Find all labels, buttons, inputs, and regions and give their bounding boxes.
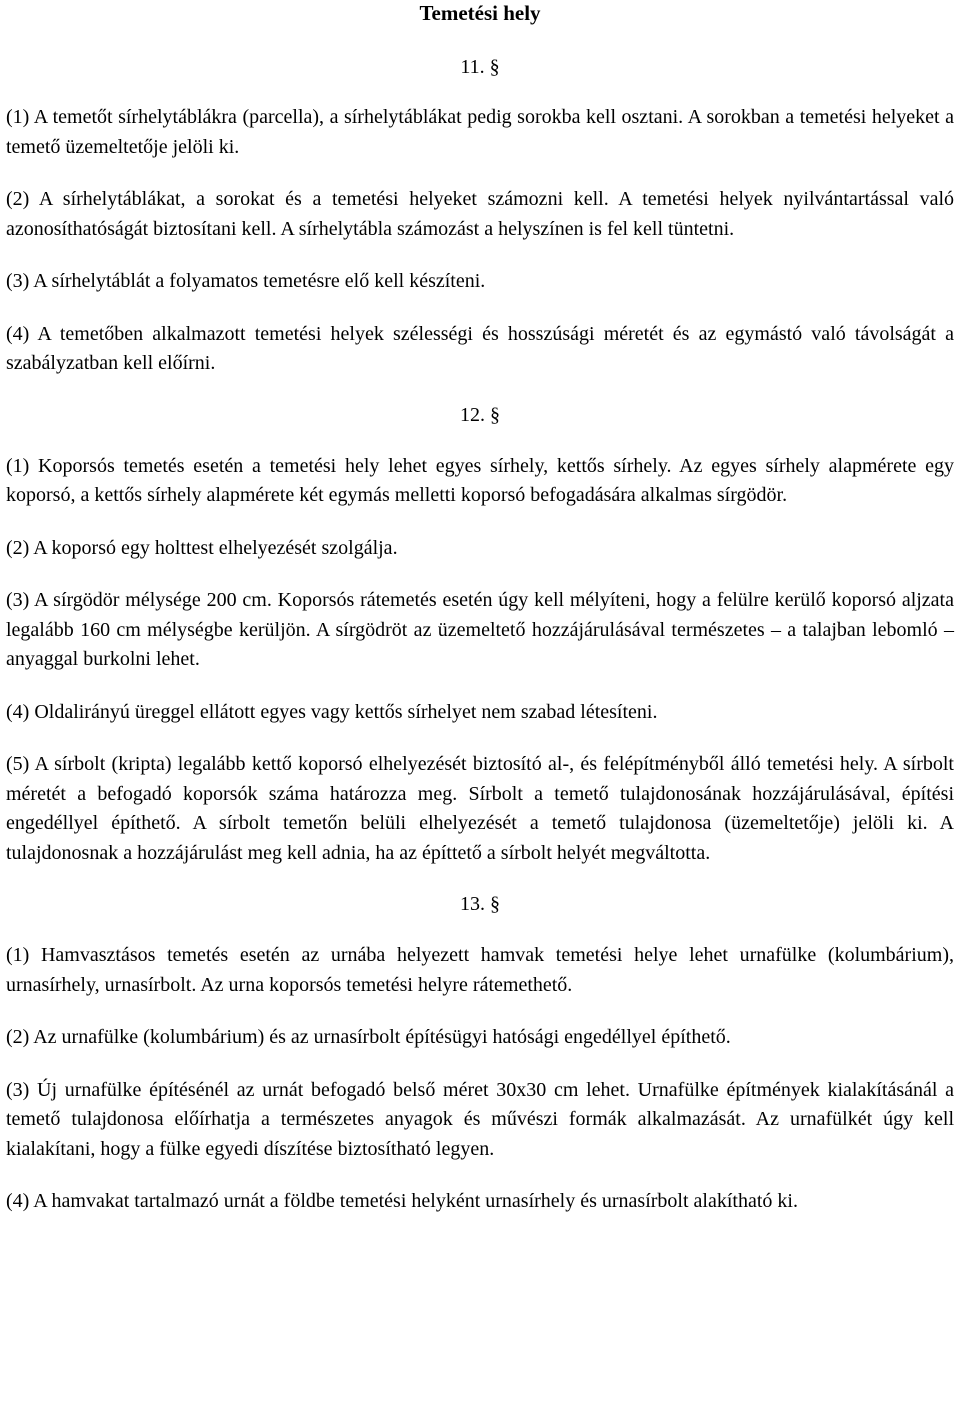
document-page <box>6 0 954 1217</box>
section-12-paragraph-5: (5) A sírbolt (kripta) legalább kettő koporsó elhelyezését biztosító al-, és felépítményből álló temetési hely. A sírbolt méretét a befogadó koporsók száma határozza meg. Sírbolt a temető tulajdonosának hozzájárulásával, építési engedéllyel építhető. A sírbolt temetőn belüli elhelyezését a temető tulajdonosa (üzemeltetője) jelöli ki. A tulajdonosnak a hozzájárulást meg kell adnia, ha az építtető a sírbolt helyét megváltotta. <box>6 753 954 864</box>
section-13-paragraph-2: (2) Az urnafülke (kolumbárium) és az urnasírbolt építésügyi hatósági engedéllyel építhető. <box>6 1026 731 1048</box>
section-13-paragraph-4: (4) A hamvakat tartalmazó urnát a földbe temetési helyként urnasírhely és urnasírbolt alakítható ki. <box>6 1190 798 1212</box>
section-11-paragraph-4: (4) A temetőben alkalmazott temetési helyek szélességi és hosszúsági méretét és az egymástó való távolságát a szabályzatban kell előírni. <box>6 322 954 374</box>
section-12-paragraph-3: (3) A sírgödör mélysége 200 cm. Koporsós rátemetés esetén úgy kell mélyíteni, hogy a felülre kerülő koporsó aljzata legalább 160 cm mélységbe kerüljön. A sírgödröt az üzemeltető hozzájárulásával természetes – a talajban lebomló – anyaggal burkolni lehet. <box>6 589 954 670</box>
section-13-paragraph-1: (1) Hamvasztásos temetés esetén az urnába helyezett hamvak temetési helye lehet urnafülke (kolumbárium), urnasírhely, urnasírbolt. Az urna koporsós temetési helyre rátemethető. <box>6 944 954 996</box>
section-11-paragraph-2: (2) A sírhelytáblákat, a sorokat és a temetési helyeket számozni kell. A temetési helyek nyilvántartással való azonosíthatóságát biztosítani kell. A sírhelytábla számozást a helyszínen is fel kell tüntetni. <box>6 188 954 240</box>
section-11-paragraph-3: (3) A sírhelytáblát a folyamatos temetésre elő kell készíteni. <box>6 270 486 292</box>
section-11-heading: 11. § <box>460 56 500 78</box>
section-12-paragraph-4: (4) Oldalirányú üreggel ellátott egyes vagy kettős sírhelyet nem szabad létesíteni. <box>6 700 658 723</box>
section-12-paragraph-2: (2) A koporsó egy holttest elhelyezését szolgálja. <box>6 536 398 559</box>
section-12-heading: 12. § <box>460 403 500 426</box>
section-13-paragraph-3: (3) Új urnafülke építésénél az urnát befogadó belső méret 30x30 cm lehet. Urnafülke építmények kialakításánál a temető tulajdonosa előírhatja a természetes anyagok és művészi formák alkalmazását. Az urnafülkét úgy kell kialakítani, hogy a fülke egyedi díszítése biztosítható legyen. <box>6 1078 954 1160</box>
section-13-heading: 13. § <box>460 893 500 915</box>
section-11-paragraph-1: (1) A temetőt sírhelytáblákra (parcella), a sírhelytáblákat pedig sorokba kell osztani. A sorokban a temetési helyeket a temető üzemeltetője jelöli ki. <box>6 106 954 158</box>
document-title: Temetési hely <box>419 1 541 25</box>
section-12-paragraph-1: (1) Koporsós temetés esetén a temetési hely lehet egyes sírhely, kettős sírhely. Az egyes sírhely alapmérete egy koporsó, a kettős sírhely alapmérete két egymás melletti koporsó befogadására alkalmas sírgödör. <box>6 454 954 506</box>
